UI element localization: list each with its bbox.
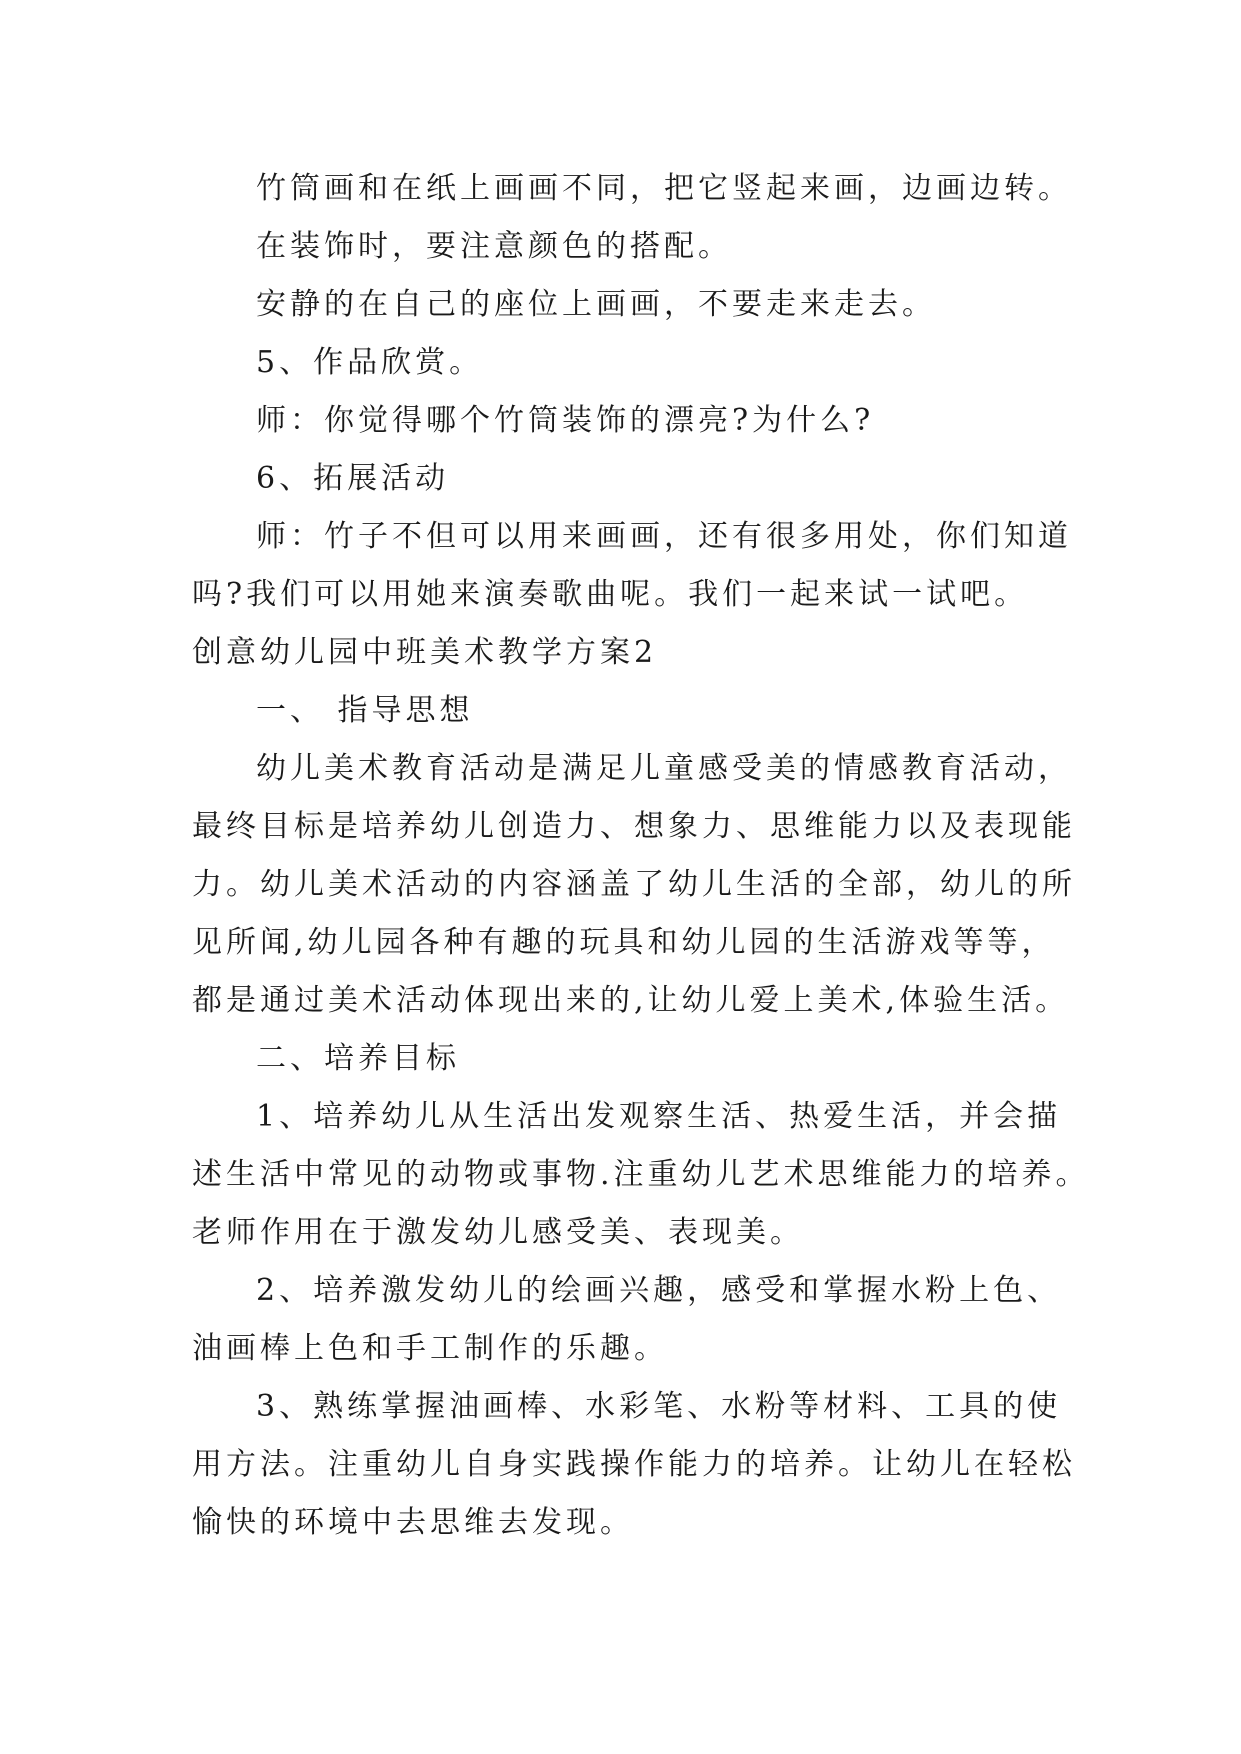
paragraph-line: 师：你觉得哪个竹筒装饰的漂亮?为什么?	[256, 403, 875, 438]
document-body	[192, 160, 1090, 1552]
paragraph-line: 老师作用在于激发幼儿感受美、表现美。	[192, 1215, 804, 1250]
section-heading: 二、培养目标	[256, 1041, 460, 1076]
section-heading: 一、 指导思想	[256, 693, 474, 728]
paragraph-line: 见所闻,幼儿园各种有趣的玩具和幼儿园的生活游戏等等，	[192, 925, 1056, 960]
paragraph-line: 都是通过美术活动体现出来的,让幼儿爱上美术,体验生活。	[192, 983, 1070, 1018]
paragraph-line: 在装饰时，要注意颜色的搭配。	[256, 229, 732, 264]
paragraph-line: 述生活中常见的动物或事物.注重幼儿艺术思维能力的培养。	[192, 1157, 1090, 1192]
paragraph-line: 油画棒上色和手工制作的乐趣。	[192, 1331, 668, 1366]
paragraph-line: 吗?我们可以用她来演奏歌曲呢。我们一起来试一试吧。	[192, 577, 1029, 612]
paragraph-line: 师：竹子不但可以用来画画，还有很多用处，你们知道	[256, 519, 1072, 554]
paragraph-line: 最终目标是培养幼儿创造力、想象力、思维能力以及表现能	[192, 809, 1076, 844]
paragraph-line: 幼儿美术教育活动是满足儿童感受美的情感教育活动，	[256, 751, 1072, 786]
list-item-heading: 5、作品欣赏。	[256, 345, 484, 380]
paragraph-line: 3、熟练掌握油画棒、水彩笔、水粉等材料、工具的使	[256, 1389, 1062, 1424]
paragraph-line: 用方法。注重幼儿自身实践操作能力的培养。让幼儿在轻松	[192, 1447, 1076, 1482]
paragraph-line: 1、培养幼儿从生活出发观察生活、热爱生活，并会描	[256, 1099, 1062, 1134]
paragraph-line: 力。幼儿美术活动的内容涵盖了幼儿生活的全部，幼儿的所	[192, 867, 1076, 902]
section-title: 创意幼儿园中班美术教学方案2	[192, 635, 658, 670]
paragraph-line: 竹筒画和在纸上画画不同，把它竖起来画，边画边转。	[256, 171, 1072, 206]
paragraph-line: 愉快的环境中去思维去发现。	[192, 1505, 634, 1540]
list-item-heading: 6、拓展活动	[256, 461, 450, 496]
paragraph-line: 安静的在自己的座位上画画，不要走来走去。	[256, 287, 936, 322]
paragraph-line: 2、培养激发幼儿的绘画兴趣，感受和掌握水粉上色、	[256, 1273, 1062, 1308]
